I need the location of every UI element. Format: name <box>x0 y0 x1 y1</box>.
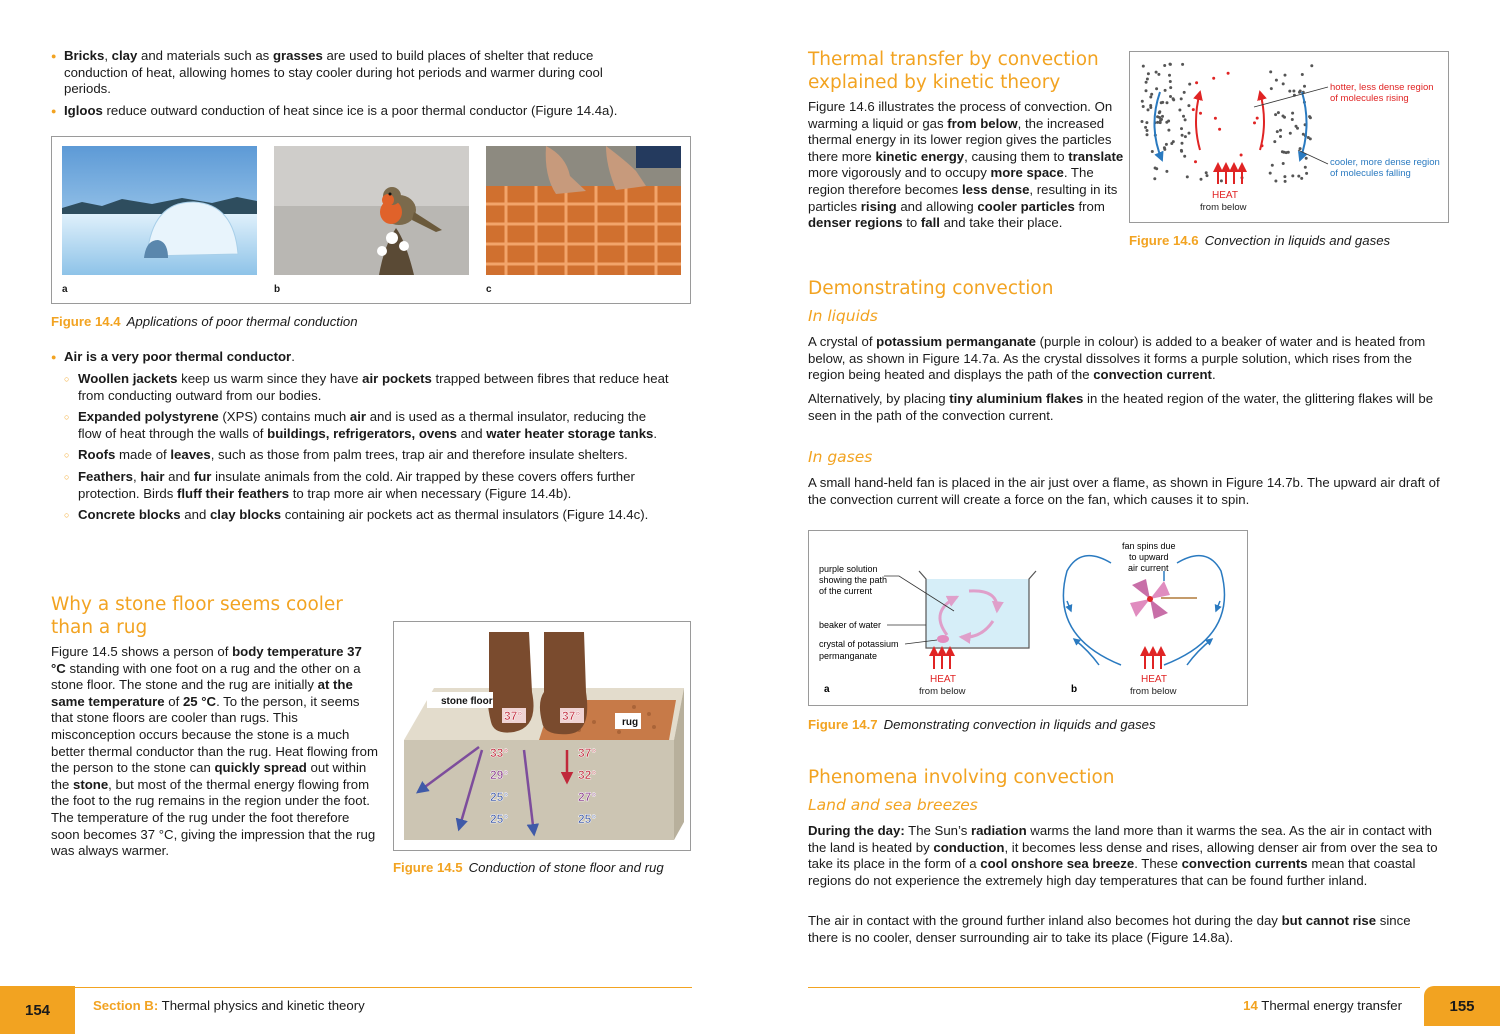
molecule-dot <box>1302 133 1305 136</box>
bold-run: from below <box>947 115 1018 131</box>
bold-run: During the day: <box>808 823 905 838</box>
molecule-dot <box>1284 180 1287 183</box>
molecule-dot <box>1169 86 1172 89</box>
sub-bullet-feathers <box>51 469 671 502</box>
fig144-label-c: c <box>486 284 492 295</box>
fig145-text: Conduction of stone floor and rug <box>468 860 664 875</box>
text-run: and <box>164 468 194 484</box>
text-run: to trap more air when necessary (Figure 14.4b). <box>289 485 572 501</box>
molecule-dot <box>1276 130 1279 133</box>
rise-arrow-right <box>1260 92 1264 150</box>
molecule-dot <box>1155 87 1158 90</box>
bold-run: air <box>349 409 367 425</box>
rug-temp-2: 32° <box>578 768 597 782</box>
molecule-dot <box>1168 74 1171 77</box>
text-run: are used to build places of shelter that reduce conduction of heat, allowing homes to stay cooler during hot periods and warmer during cool periods. <box>64 48 603 97</box>
molecule-dot <box>1186 175 1189 178</box>
molecule-dot <box>1167 120 1170 123</box>
text-run: since there is no cooler, denser surrounding air to take its place (Figure 14.8a). <box>808 913 1411 945</box>
molecule-dot <box>1170 142 1173 145</box>
text-run: . These <box>1134 856 1182 872</box>
molecule-dot <box>1184 135 1187 138</box>
fig145-caption <box>393 860 664 876</box>
molecule-dot <box>1289 132 1292 135</box>
molecule-dot <box>1282 115 1285 118</box>
molecule-dot <box>1279 129 1282 132</box>
text-run: . To the person, it seems that stone floors are cooler than rugs. This misconception occurs because the stone is a much better thermal conductor than the rug. Heat flowing from the person to the stone can <box>51 693 378 776</box>
text-run: standing with one foot on a rug and the other on a stone floor. The stone and the rug are initially <box>51 660 361 693</box>
molecule-dot <box>1145 81 1148 84</box>
stone-temp-1: 33° <box>490 746 509 760</box>
air-sub-bullets <box>51 371 671 529</box>
text-run: out within the <box>51 760 367 792</box>
inland-paragraph <box>808 913 1440 946</box>
fan-label-3: air current <box>1128 563 1169 573</box>
molecule-dot <box>1146 133 1149 136</box>
fig144-text: Applications of poor thermal conduction <box>126 314 358 329</box>
molecule-dot <box>1194 160 1197 163</box>
bold-run: potassium permanganate <box>876 334 1036 349</box>
fig146-from-below: from below <box>1200 202 1247 213</box>
molecule-dot <box>1157 73 1160 76</box>
text-run: . <box>291 349 295 364</box>
figure-14-5-box <box>393 621 691 851</box>
bullet-air <box>51 349 671 366</box>
molecule-dot <box>1279 135 1282 138</box>
fig147a-heat: HEAT <box>930 674 956 685</box>
molecule-dot <box>1180 149 1183 152</box>
molecule-dot <box>1182 115 1185 118</box>
bold-run: clay <box>111 48 138 63</box>
text-run: and <box>456 425 487 441</box>
molecule-dot <box>1147 72 1150 75</box>
bold-run: Igloos <box>64 102 103 118</box>
fig146-cool-2: of molecules falling <box>1330 168 1411 179</box>
molecule-dot <box>1178 109 1181 112</box>
text-run: Figure 14.6 illustrates the process of convection. On warming a liquid or gas <box>808 99 1113 131</box>
sub-bullet-woollen <box>51 371 671 404</box>
molecule-dot <box>1299 90 1302 93</box>
molecule-dot <box>1161 115 1164 118</box>
molecule-dot <box>1149 96 1152 99</box>
stone-temp-0: 37° <box>504 709 523 723</box>
fig146-cool-1: cooler, more dense region <box>1330 157 1440 168</box>
bold-run: 25 °C <box>182 693 217 709</box>
molecule-dot <box>1291 112 1294 115</box>
rug-temp-3: 27° <box>578 790 597 804</box>
bold-run: body temperature 37 °C <box>51 644 362 676</box>
gases-paragraph <box>808 475 1440 508</box>
fig147a-from-below: from below <box>919 686 966 697</box>
bold-run: fur <box>193 468 212 484</box>
text-run: reduce outward conduction of heat since ice is a poor thermal conductor (Figure 14.4a). <box>102 102 618 118</box>
footer-chapter-title: Thermal energy transfer <box>1261 998 1402 1013</box>
crystal <box>937 635 949 643</box>
bold-run: stone <box>73 776 109 792</box>
text-run: The Sun’s <box>904 823 971 838</box>
molecule-dot <box>1220 179 1223 182</box>
fig144-number: Figure 14.4 <box>51 314 121 329</box>
bold-run: more space <box>990 165 1064 181</box>
air-current-left <box>1063 556 1121 665</box>
breezes-heading: Land and sea breezes <box>808 796 978 814</box>
crystal-label-2: permanganate <box>819 651 878 661</box>
bold-run: leaves <box>170 447 211 463</box>
text-run: and allowing <box>896 198 978 214</box>
molecule-dot <box>1253 121 1256 124</box>
bold-run: clay blocks <box>209 507 282 523</box>
text-run: more vigorously and to occupy <box>808 165 991 181</box>
molecule-dot <box>1200 178 1203 181</box>
day-paragraph <box>808 823 1440 889</box>
molecule-dot <box>1149 104 1152 107</box>
molecule-dot <box>1181 63 1184 66</box>
right-page-number: 155 <box>1424 986 1500 1026</box>
molecule-dot <box>1188 83 1191 86</box>
blocks-photo <box>486 146 681 275</box>
bold-run: Roofs <box>78 447 116 463</box>
molecule-dot <box>1269 172 1272 175</box>
molecule-dot <box>1144 126 1147 129</box>
molecule-dot <box>1183 155 1186 158</box>
fig147b-from-below: from below <box>1130 686 1177 697</box>
air-current-right <box>1164 556 1224 665</box>
text-run: of <box>164 693 183 709</box>
molecule-dot <box>1141 120 1144 123</box>
molecule-dot <box>1205 171 1208 174</box>
molecule-dot <box>1284 74 1287 77</box>
bold-run: Feathers <box>78 468 133 484</box>
fan-label-2: to upward <box>1129 552 1169 562</box>
left-footer-rule <box>0 987 692 988</box>
molecule-dot <box>1166 101 1169 104</box>
bold-run: kinetic energy <box>875 148 965 164</box>
text-run: , such as those from palm trees, trap air and therefore insulate shelters. <box>210 447 628 463</box>
bold-run: Woollen jackets <box>78 371 178 386</box>
molecule-dot <box>1183 91 1186 94</box>
molecule-dot <box>1169 95 1172 98</box>
molecule-dot <box>1146 129 1149 132</box>
bold-run: fall <box>920 215 940 231</box>
molecule-dot <box>1169 63 1172 66</box>
molecule-dot <box>1160 118 1163 121</box>
text-run: , <box>132 468 141 484</box>
molecule-dot <box>1212 77 1215 80</box>
molecule-dot <box>1141 100 1144 103</box>
bold-run: rising <box>860 198 897 214</box>
bold-run: denser regions <box>808 215 903 231</box>
air-bullet-list <box>51 349 671 371</box>
text-run: . <box>653 425 658 441</box>
molecule-dot <box>1292 90 1295 93</box>
molecule-dot <box>1156 121 1159 124</box>
rise-arrow-left <box>1196 92 1200 150</box>
molecule-dot <box>1172 97 1175 100</box>
molecule-dot <box>1218 128 1221 131</box>
left-footer-text <box>93 998 365 1013</box>
molecule-dot <box>1155 71 1158 74</box>
convection-paragraph <box>808 99 1126 232</box>
fig147b-heat: HEAT <box>1141 674 1167 685</box>
bold-run: tiny aluminium flakes <box>949 391 1084 406</box>
right-footer-text <box>1243 998 1402 1013</box>
molecule-dot <box>1184 118 1187 121</box>
text-run: . The region therefore becomes <box>808 165 1094 197</box>
bold-run: Air is a very poor thermal conductor <box>64 349 292 364</box>
text-run: , <box>104 48 112 63</box>
rug-label: rug <box>622 717 639 728</box>
top-bullet-list <box>51 48 651 124</box>
molecule-dot <box>1256 117 1259 120</box>
text-run: , it becomes less dense and rises, allowing denser air from over the sea to take its place in the form of a <box>808 839 1438 872</box>
fig146-heat: HEAT <box>1212 190 1238 201</box>
molecule-dot <box>1283 175 1286 178</box>
molecule-dot <box>1299 147 1302 150</box>
text-run: and <box>180 507 210 523</box>
molecule-dot <box>1199 112 1202 115</box>
molecule-dot <box>1158 111 1161 114</box>
purple-label-3: of the current <box>819 586 873 596</box>
footer-chapter-number: 14 <box>1243 998 1258 1013</box>
text-run: keep us warm since they have <box>177 371 363 386</box>
fig144-caption <box>51 314 358 330</box>
robin-photo <box>274 146 469 275</box>
bold-run: Expanded polystyrene <box>78 409 219 425</box>
molecule-dot <box>1169 80 1172 83</box>
stone-floor-paragraph <box>51 644 379 860</box>
molecule-dot <box>1310 64 1313 67</box>
text-run: warms the land more than it warms the sea. As the air in contact with the land is heated by <box>808 823 1432 855</box>
rug-temp-4: 25° <box>578 812 597 826</box>
molecule-dot <box>1160 101 1163 104</box>
right-footer-rule <box>808 987 1420 988</box>
molecule-dot <box>1155 167 1158 170</box>
convection-heading: Thermal transfer by convection explained by kinetic theory <box>808 49 1099 93</box>
gases-heading: In gases <box>808 448 873 466</box>
molecule-dot <box>1165 143 1168 146</box>
molecule-dot <box>1273 140 1276 143</box>
stone-temp-2: 29° <box>490 768 509 782</box>
bold-run: Bricks <box>64 48 105 63</box>
molecule-dot <box>1206 174 1209 177</box>
fig147-label-a: a <box>824 684 830 695</box>
molecule-dot <box>1274 113 1277 116</box>
molecule-dot <box>1145 121 1148 124</box>
demo-heading: Demonstrating convection <box>808 278 1054 299</box>
stone-temp-3: 25° <box>490 790 509 804</box>
text-run: to <box>902 215 921 231</box>
beaker-label: beaker of water <box>819 620 882 630</box>
molecule-dot <box>1277 111 1280 114</box>
text-run: mean that coastal regions do not experience the extremely high day temperatures that can be found further inland. <box>808 856 1416 888</box>
molecule-dot <box>1145 89 1148 92</box>
text-run: . <box>1211 367 1216 383</box>
bold-run: air pockets <box>362 371 432 386</box>
bold-run: less dense <box>961 181 1030 197</box>
molecule-dot <box>1163 64 1166 67</box>
text-run: and materials such as <box>137 48 273 63</box>
text-run: made of <box>115 447 171 463</box>
liquids-paragraph-1 <box>808 334 1440 384</box>
molecule-dot <box>1164 89 1167 92</box>
figure-14-6-box <box>1129 51 1449 223</box>
text-run: Figure 14.5 shows a person of <box>51 644 233 659</box>
fig146-caption <box>1129 233 1390 249</box>
molecule-dot <box>1275 79 1278 82</box>
bold-run: water heater storage tanks <box>486 425 654 441</box>
text-run: A crystal of <box>808 334 877 349</box>
liquids-paragraph-2 <box>808 391 1440 424</box>
fan-label-1: fan spins due <box>1122 541 1176 551</box>
molecule-dot <box>1146 78 1149 81</box>
molecule-dot <box>1180 127 1183 130</box>
molecule-dot <box>1156 115 1159 118</box>
text-run: from <box>1074 198 1105 214</box>
molecule-dot <box>1188 132 1191 135</box>
molecule-dot <box>1269 70 1272 73</box>
molecule-dot <box>1214 117 1217 120</box>
liquids-heading: In liquids <box>808 307 878 325</box>
molecule-dot <box>1283 151 1286 154</box>
phenomena-heading: Phenomena involving convection <box>808 767 1115 788</box>
bold-run: fluff their feathers <box>176 485 290 501</box>
text-run: , causing them to <box>964 148 1069 164</box>
fan-pinwheel <box>1130 579 1170 619</box>
fig144-label-b: b <box>274 284 281 295</box>
molecule-dot <box>1192 108 1195 111</box>
molecule-dot <box>1142 105 1145 108</box>
stone-floor-label: stone floor <box>441 696 493 707</box>
molecule-dot <box>1304 166 1307 169</box>
molecule-dot <box>1195 81 1198 84</box>
molecule-dot <box>1147 108 1150 111</box>
crystal-label-1: crystal of potassium <box>819 639 899 649</box>
bold-run: convection current <box>1093 367 1212 383</box>
purple-label-1: purple solution <box>819 564 878 574</box>
molecule-dot <box>1307 136 1310 139</box>
molecule-dot <box>1163 146 1166 149</box>
molecule-dot <box>1297 175 1300 178</box>
molecule-dot <box>1296 127 1299 130</box>
molecule-dot <box>1274 180 1277 183</box>
text-run: (purple in colour) is added to a beaker of water and is heated from below, as shown in Figure 14.7a. As the crystal dissolves it forms a purple solution, which rises from the region being heated and displays the path of the <box>808 334 1426 383</box>
fig146-number: Figure 14.6 <box>1129 233 1199 248</box>
text-run: and is used as a thermal insulator, reducing the flow of heat through the walls of <box>78 409 647 441</box>
bold-run: buildings, refrigerators, ovens <box>267 425 457 441</box>
molecule-dot <box>1142 65 1145 68</box>
bold-run: grasses <box>272 48 323 63</box>
molecule-dot <box>1181 142 1184 145</box>
fig147-number: Figure 14.7 <box>808 717 878 732</box>
text-run: A small hand-held fan is placed in the air just over a flame, as shown in Figure 14.7b. The upward air draft of the convection current will create a force on the fan, which causes it to spin. <box>808 475 1440 507</box>
text-run: The air in contact with the ground further inland also becomes hot during the day <box>808 913 1282 928</box>
molecule-dot <box>1309 116 1312 119</box>
text-run: , resulting in its particles <box>808 181 1118 214</box>
bold-run: cooler particles <box>977 198 1075 214</box>
text-run: Alternatively, by placing <box>808 391 950 406</box>
figure-14-4-box <box>51 136 691 304</box>
molecule-dot <box>1282 82 1285 85</box>
molecule-dot <box>1180 97 1183 100</box>
fig147-text: Demonstrating convection in liquids and gases <box>883 717 1156 732</box>
sub-bullet-concrete <box>51 507 671 524</box>
text-run: , the increased thermal energy in its lower region gives the particles there more <box>808 115 1112 164</box>
molecule-dot <box>1270 87 1273 90</box>
bullet-bricks <box>51 48 651 98</box>
molecule-dot <box>1282 162 1285 165</box>
molecule-dot <box>1151 150 1154 153</box>
text-run: in the heated region of the water, the glittering flakes will be seen in the path of the convection current. <box>808 391 1434 423</box>
bold-run: Concrete blocks <box>78 507 181 523</box>
footer-section-label: Section B: <box>93 998 159 1013</box>
text-run: and take their place. <box>939 215 1063 231</box>
molecule-dot <box>1305 157 1308 160</box>
molecule-dot <box>1271 164 1274 167</box>
rug-temp-1: 37° <box>578 746 597 760</box>
bold-run: quickly spread <box>214 760 307 776</box>
molecule-dot <box>1305 172 1308 175</box>
fig147-caption <box>808 717 1156 733</box>
text-run: , but most of the thermal energy flowing from the foot to the rug remains in the region under the foot. The temperature of the rug under the foot therefore soon becomes 37 °C, giving the impression that the rug was always warmer. <box>51 776 376 859</box>
molecule-dot <box>1291 118 1294 121</box>
molecule-dot <box>1240 154 1243 157</box>
fig146-hot-2: of molecules rising <box>1330 93 1409 104</box>
purple-label-2: showing the path <box>819 575 888 585</box>
fig144-label-a: a <box>62 284 68 295</box>
text-run: insulate animals from the cold. Air trapped by these covers offers further protection. Birds <box>78 468 635 501</box>
molecule-dot <box>1153 177 1156 180</box>
bold-run: but cannot rise <box>1281 913 1377 928</box>
text-run: containing air pockets act as thermal insulators (Figure 14.4c). <box>281 507 649 523</box>
molecule-dot <box>1291 174 1294 177</box>
molecule-dot <box>1300 177 1303 180</box>
molecule-dot <box>1167 129 1170 132</box>
left-page-number: 154 <box>0 986 75 1034</box>
fig146-hot-1: hotter, less dense region <box>1330 82 1434 93</box>
molecule-dot <box>1187 104 1190 107</box>
text-run: trapped between fibres that reduce heat from conducting outward from our bodies. <box>78 371 669 403</box>
molecule-dot <box>1227 72 1230 75</box>
bold-run: conduction <box>933 839 1005 855</box>
bold-run: radiation <box>970 823 1027 838</box>
sub-bullet-roofs <box>51 447 671 464</box>
stone-temp-4: 25° <box>490 812 509 826</box>
igloo-photo <box>62 146 257 275</box>
fig147-label-b: b <box>1071 684 1078 695</box>
figure-14-7-box <box>808 530 1248 706</box>
molecule-dot <box>1288 90 1291 93</box>
molecule-dot <box>1301 73 1304 76</box>
bold-run: cool onshore sea breeze <box>980 856 1135 872</box>
molecule-dot <box>1181 134 1184 137</box>
fig146-text: Convection in liquids and gases <box>1204 233 1391 248</box>
molecule-dot <box>1303 85 1306 88</box>
molecule-dot <box>1165 170 1168 173</box>
bold-run: hair <box>140 468 165 484</box>
text-run: (XPS) contains much <box>218 409 350 425</box>
bold-run: translate <box>1068 148 1124 164</box>
molecule-dot <box>1150 93 1153 96</box>
sub-bullet-polystyrene <box>51 409 671 442</box>
bold-run: convection currents <box>1181 856 1308 872</box>
stone-floor-heading: Why a stone floor seems cooler than a rug <box>51 594 343 638</box>
rug-temp-0: 37° <box>562 709 581 723</box>
fig145-number: Figure 14.5 <box>393 860 463 875</box>
bold-run: at the same temperature <box>51 677 353 709</box>
footer-section-title: Thermal physics and kinetic theory <box>161 998 365 1013</box>
bullet-igloos <box>51 103 651 120</box>
